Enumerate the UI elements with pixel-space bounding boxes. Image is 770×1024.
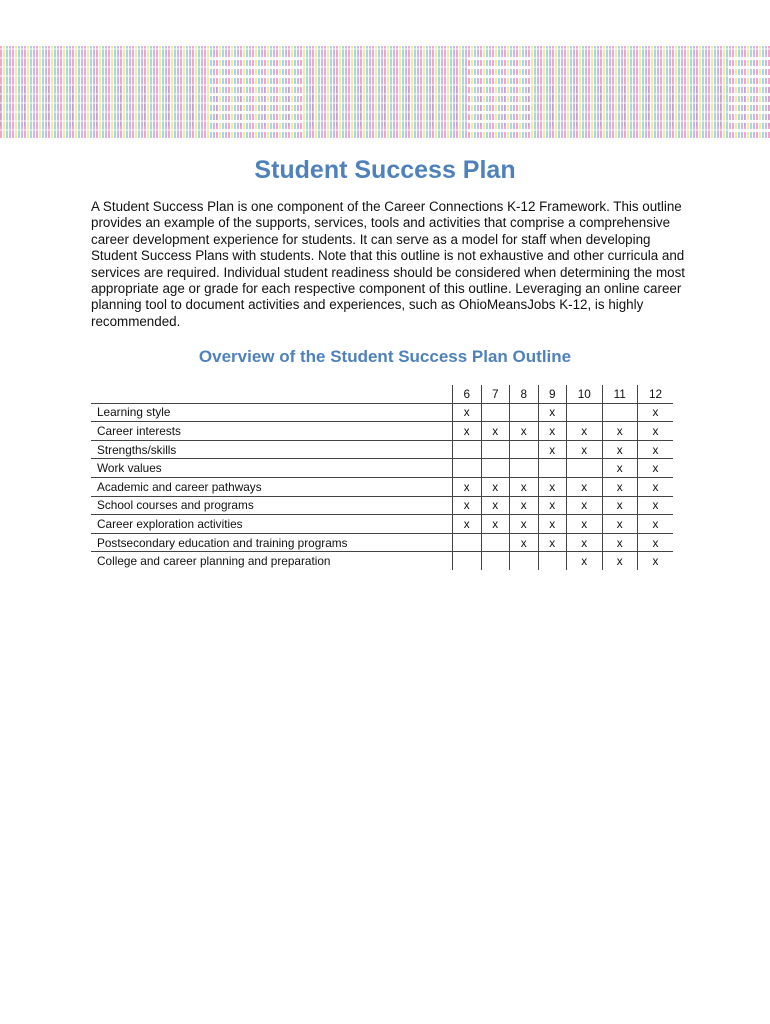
grade-mark: x bbox=[510, 422, 539, 441]
grade-mark: x bbox=[567, 515, 603, 534]
grade-mark: x bbox=[602, 496, 638, 515]
banner-stripes-decoration bbox=[0, 46, 770, 138]
grade-mark bbox=[481, 533, 510, 552]
table-row bbox=[91, 459, 673, 478]
grade-mark: x bbox=[510, 496, 539, 515]
grade-header-9: 9 bbox=[538, 385, 567, 403]
grade-mark: x bbox=[602, 552, 638, 570]
grade-mark: x bbox=[453, 496, 482, 515]
grade-mark bbox=[481, 459, 510, 478]
grade-mark bbox=[481, 403, 510, 422]
grade-mark: x bbox=[567, 496, 603, 515]
grade-mark bbox=[602, 403, 638, 422]
table-row bbox=[91, 533, 673, 552]
grade-mark: x bbox=[538, 440, 567, 459]
grade-header-row bbox=[91, 385, 673, 403]
grade-mark bbox=[538, 459, 567, 478]
grade-mark: x bbox=[538, 403, 567, 422]
table-row bbox=[91, 403, 673, 422]
table-row bbox=[91, 440, 673, 459]
grade-header-12: 12 bbox=[638, 385, 674, 403]
grade-mark: x bbox=[538, 477, 567, 496]
grade-mark bbox=[567, 459, 603, 478]
grade-mark bbox=[453, 533, 482, 552]
grade-mark: x bbox=[602, 459, 638, 478]
grade-mark: x bbox=[453, 422, 482, 441]
grade-mark bbox=[510, 552, 539, 570]
grade-mark: x bbox=[638, 496, 674, 515]
grade-mark: x bbox=[481, 496, 510, 515]
grade-mark: x bbox=[453, 515, 482, 534]
grade-mark: x bbox=[453, 403, 482, 422]
row-label: College and career planning and preparation bbox=[97, 554, 331, 569]
row-label: Postsecondary education and training programs bbox=[97, 535, 348, 550]
grade-mark bbox=[481, 552, 510, 570]
grade-mark bbox=[510, 440, 539, 459]
grade-mark: x bbox=[638, 515, 674, 534]
grade-mark: x bbox=[567, 477, 603, 496]
grade-mark: x bbox=[638, 459, 674, 478]
grade-mark: x bbox=[481, 477, 510, 496]
grade-mark: x bbox=[602, 440, 638, 459]
row-label: Career interests bbox=[97, 423, 181, 438]
grade-mark bbox=[453, 459, 482, 478]
grade-mark: x bbox=[510, 477, 539, 496]
grade-mark: x bbox=[567, 422, 603, 441]
grade-header-8: 8 bbox=[510, 385, 539, 403]
grade-mark: x bbox=[602, 515, 638, 534]
grade-mark: x bbox=[638, 533, 674, 552]
grade-mark: x bbox=[602, 477, 638, 496]
grade-mark: x bbox=[538, 515, 567, 534]
grade-mark: x bbox=[638, 552, 674, 570]
row-label: Work values bbox=[97, 461, 162, 476]
grade-mark bbox=[538, 552, 567, 570]
page-title: Student Success Plan bbox=[254, 156, 516, 184]
grade-mark: x bbox=[453, 477, 482, 496]
table-row bbox=[91, 422, 673, 441]
grade-mark: x bbox=[602, 422, 638, 441]
grade-mark bbox=[481, 440, 510, 459]
header-corner bbox=[91, 385, 453, 403]
row-label: Academic and career pathways bbox=[97, 479, 262, 494]
grade-header-7: 7 bbox=[481, 385, 510, 403]
grade-mark: x bbox=[510, 515, 539, 534]
row-label: Strengths/skills bbox=[97, 442, 177, 457]
grade-mark: x bbox=[638, 403, 674, 422]
grade-mark: x bbox=[538, 422, 567, 441]
grade-mark bbox=[453, 440, 482, 459]
grade-header-6: 6 bbox=[453, 385, 482, 403]
grade-mark: x bbox=[510, 533, 539, 552]
grade-mark: x bbox=[481, 515, 510, 534]
grade-mark bbox=[453, 552, 482, 570]
grade-mark: x bbox=[638, 440, 674, 459]
grade-mark bbox=[510, 403, 539, 422]
grade-mark: x bbox=[567, 440, 603, 459]
grade-mark: x bbox=[602, 533, 638, 552]
table-row bbox=[91, 552, 673, 570]
row-label: School courses and programs bbox=[97, 498, 254, 513]
table-row bbox=[91, 496, 673, 515]
row-label: Learning style bbox=[97, 405, 171, 420]
grade-mark: x bbox=[538, 496, 567, 515]
grade-mark: x bbox=[638, 422, 674, 441]
table-row bbox=[91, 477, 673, 496]
grade-mark bbox=[567, 403, 603, 422]
header-banner bbox=[0, 46, 770, 138]
row-label: Career exploration activities bbox=[97, 516, 243, 531]
table-row bbox=[91, 515, 673, 534]
grade-mark: x bbox=[481, 422, 510, 441]
grade-mark: x bbox=[638, 477, 674, 496]
grade-mark bbox=[510, 459, 539, 478]
grade-mark: x bbox=[567, 552, 603, 570]
grade-mark: x bbox=[567, 533, 603, 552]
overview-table bbox=[91, 385, 673, 570]
grade-mark: x bbox=[538, 533, 567, 552]
grade-header-11: 11 bbox=[602, 385, 638, 403]
intro-paragraph: A Student Success Plan is one component of the Career Connections K-12 Framework. This outline provides an example of the supports, services, tools and activities that comprise a comprehensive career development experience for students. It can serve as a model for staff when developing Student Success Plans with students. Note that this outline is not exhaustive and other curricula and services are required. Individual student readiness should be considered when determining the most appropriate age or grade for each respective component of this outline. Leveraging an online career planning tool to document activities and experiences, such as OhioMeansJobs K-12, is highly recommended. bbox=[91, 199, 685, 329]
grade-header-10: 10 bbox=[567, 385, 603, 403]
overview-heading: Overview of the Student Success Plan Outline bbox=[198, 347, 572, 366]
